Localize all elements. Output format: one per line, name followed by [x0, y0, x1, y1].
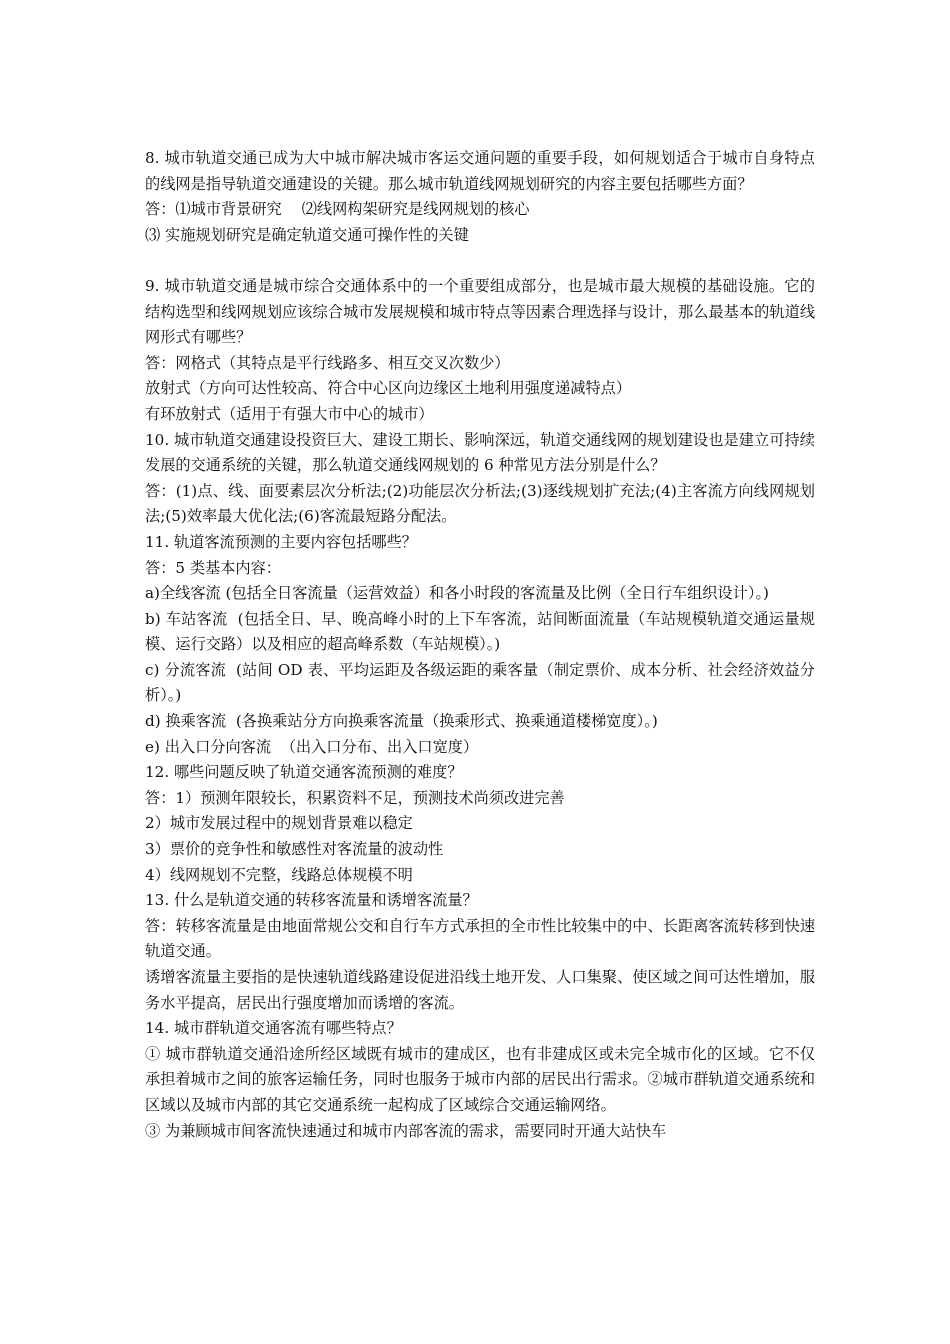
answer-13-line-2: 诱增客流量主要指的是快速轨道线路建设促进沿线土地开发、人口集聚、使区域之间可达性增加，服务水平提高，居民出行强度增加而诱增的客流。: [145, 968, 815, 1012]
question-10: 10. 城市轨道交通建设投资巨大、建设工期长、影响深远，轨道交通线网的规划建设也是建立可持续发展的交通系统的关键，那么轨道交通线网规划的 6 种常见方法分别是什么？: [145, 430, 815, 475]
answer-11-a: a)全线客流 (包括全日客流量（运营效益）和各小时段的客流量及比例（全日行车组织设计）。): [145, 584, 769, 603]
question-12: 12. 哪些问题反映了轨道交通客流预测的难度？: [145, 763, 463, 782]
question-9: 9. 城市轨道交通是城市综合交通体系中的一个重要组成部分，也是城市最大规模的基础设施。它的结构选型和线网规划应该综合城市发展规模和城市特点等因素合理选择与设计，那么最基本的轨道线网形式有哪些？: [145, 276, 815, 347]
question-8: 8. 城市轨道交通已成为大中城市解决城市客运交通问题的重要手段，如何规划适合于城市自身特点的线网是指导轨道交通建设的关键。那么城市轨道线网规划研究的内容主要包括哪些方面？: [145, 149, 815, 193]
answer-11-intro: 答：5 类基本内容：: [145, 558, 281, 577]
answer-14-part-1: ① 城市群轨道交通沿途所经区域既有城市的建成区，也有非建成区或未完全城市化的区域。它不仅承担着城市之间的旅客运输任务，同时也服务于城市内部的居民出行需求。②城市群轨道交通系统和区域以及城市内部的其它交通系统一起构成了区域综合交通运输网络。: [145, 1044, 815, 1114]
question-13: 13. 什么是轨道交通的转移客流量和诱增客流量？: [145, 891, 478, 910]
answer-11-e: e) 出入口分向客流 （出入口分布、出入口宽度）: [145, 737, 479, 756]
paragraph-gap: [145, 248, 815, 274]
answer-12-line-1: 答：1）预测年限较长，积累资料不足，预测技术尚须改进完善: [145, 788, 565, 807]
answer-10: 答：(1)点、线、面要素层次分析法;(2)功能层次分析法;(3)逐线规划扩充法;(4)主客流方向线网规划法;(5)效率最大优化法;(6)客流最短路分配法。: [145, 481, 815, 526]
answer-12-line-2: 2）城市发展过程中的规划背景难以稳定: [145, 814, 413, 833]
answer-8-line-2: ⑶ 实施规划研究是确定轨道交通可操作性的关键: [145, 225, 469, 244]
answer-9-line-3: 有环放射式（适用于有强大市中心的城市）: [145, 404, 434, 423]
question-14: 14. 城市群轨道交通客流有哪些特点？: [145, 1019, 402, 1038]
answer-11-d: d) 换乘客流 (各换乘站分方向换乘客流量（换乘形式、换乘通道楼梯宽度）。): [145, 712, 658, 731]
answer-9-line-1: 答：网格式（其特点是平行线路多、相互交叉次数少）: [145, 353, 510, 372]
answer-8-line-1: 答：⑴城市背景研究 ⑵线网构架研究是线网规划的核心: [145, 200, 530, 219]
answer-9-line-2: 放射式（方向可达性较高、符合中心区向边缘区土地利用强度递减特点）: [145, 379, 631, 398]
answer-11-c: c) 分流客流 (站间 OD 表、平均运距及各级运距的乘客量（制定票价、成本分析、社会经济效益分析）。): [145, 660, 815, 705]
answer-11-b: b) 车站客流 (包括全日、早、晚高峰小时的上下车客流，站间断面流量（车站规模轨道交通运量规模、运行交路）以及相应的超高峰系数（车站规模）。): [145, 609, 815, 654]
answer-12-line-3: 3）票价的竞争性和敏感性对客流量的波动性: [145, 840, 444, 859]
question-11: 11. 轨道客流预测的主要内容包括哪些？: [145, 532, 417, 551]
answer-13-line-1: 答：转移客流量是由地面常规公交和自行车方式承担的全市性比较集中的中、长距离客流转移到快速轨道交通。: [145, 916, 815, 961]
document-body: [145, 146, 815, 1144]
answer-12-line-4: 4）线网规划不完整，线路总体规模不明: [145, 865, 413, 884]
answer-14-part-2: ③ 为兼顾城市间客流快速通过和城市内部客流的需求，需要同时开通大站快车: [145, 1121, 667, 1140]
